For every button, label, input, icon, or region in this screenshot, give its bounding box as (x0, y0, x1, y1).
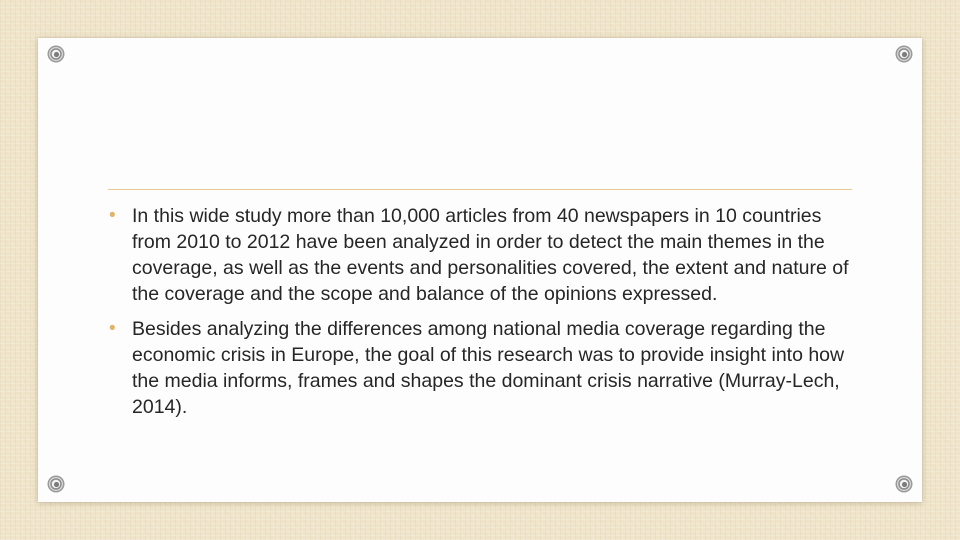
slide-card (38, 38, 922, 502)
body-content (107, 203, 857, 429)
pin-icon (46, 44, 66, 64)
bullet-list (107, 203, 857, 420)
bullet-text: In this wide study more than 10,000 articles from 40 newspapers in 10 countries from 2010 to 2012 have been analyzed in order to detect the main themes in the coverage, as well as the events and personalities covered, the extent and nature of the coverage and the scope and balance of the opinions expressed. (132, 205, 849, 305)
bullet-item (107, 316, 857, 420)
title-divider (108, 189, 852, 190)
bullet-item (107, 203, 857, 307)
bullet-marker: • (109, 318, 116, 339)
pin-icon (894, 44, 914, 64)
bullet-text: Besides analyzing the differences among national media coverage regarding the economic crisis in Europe, the goal of this research was to provide insight into how the media informs, frames and shapes the dominant crisis narrative (Murray-Lech, 2014). (132, 318, 845, 418)
pin-icon (46, 474, 66, 494)
bullet-marker: • (109, 205, 116, 226)
pin-icon (894, 474, 914, 494)
